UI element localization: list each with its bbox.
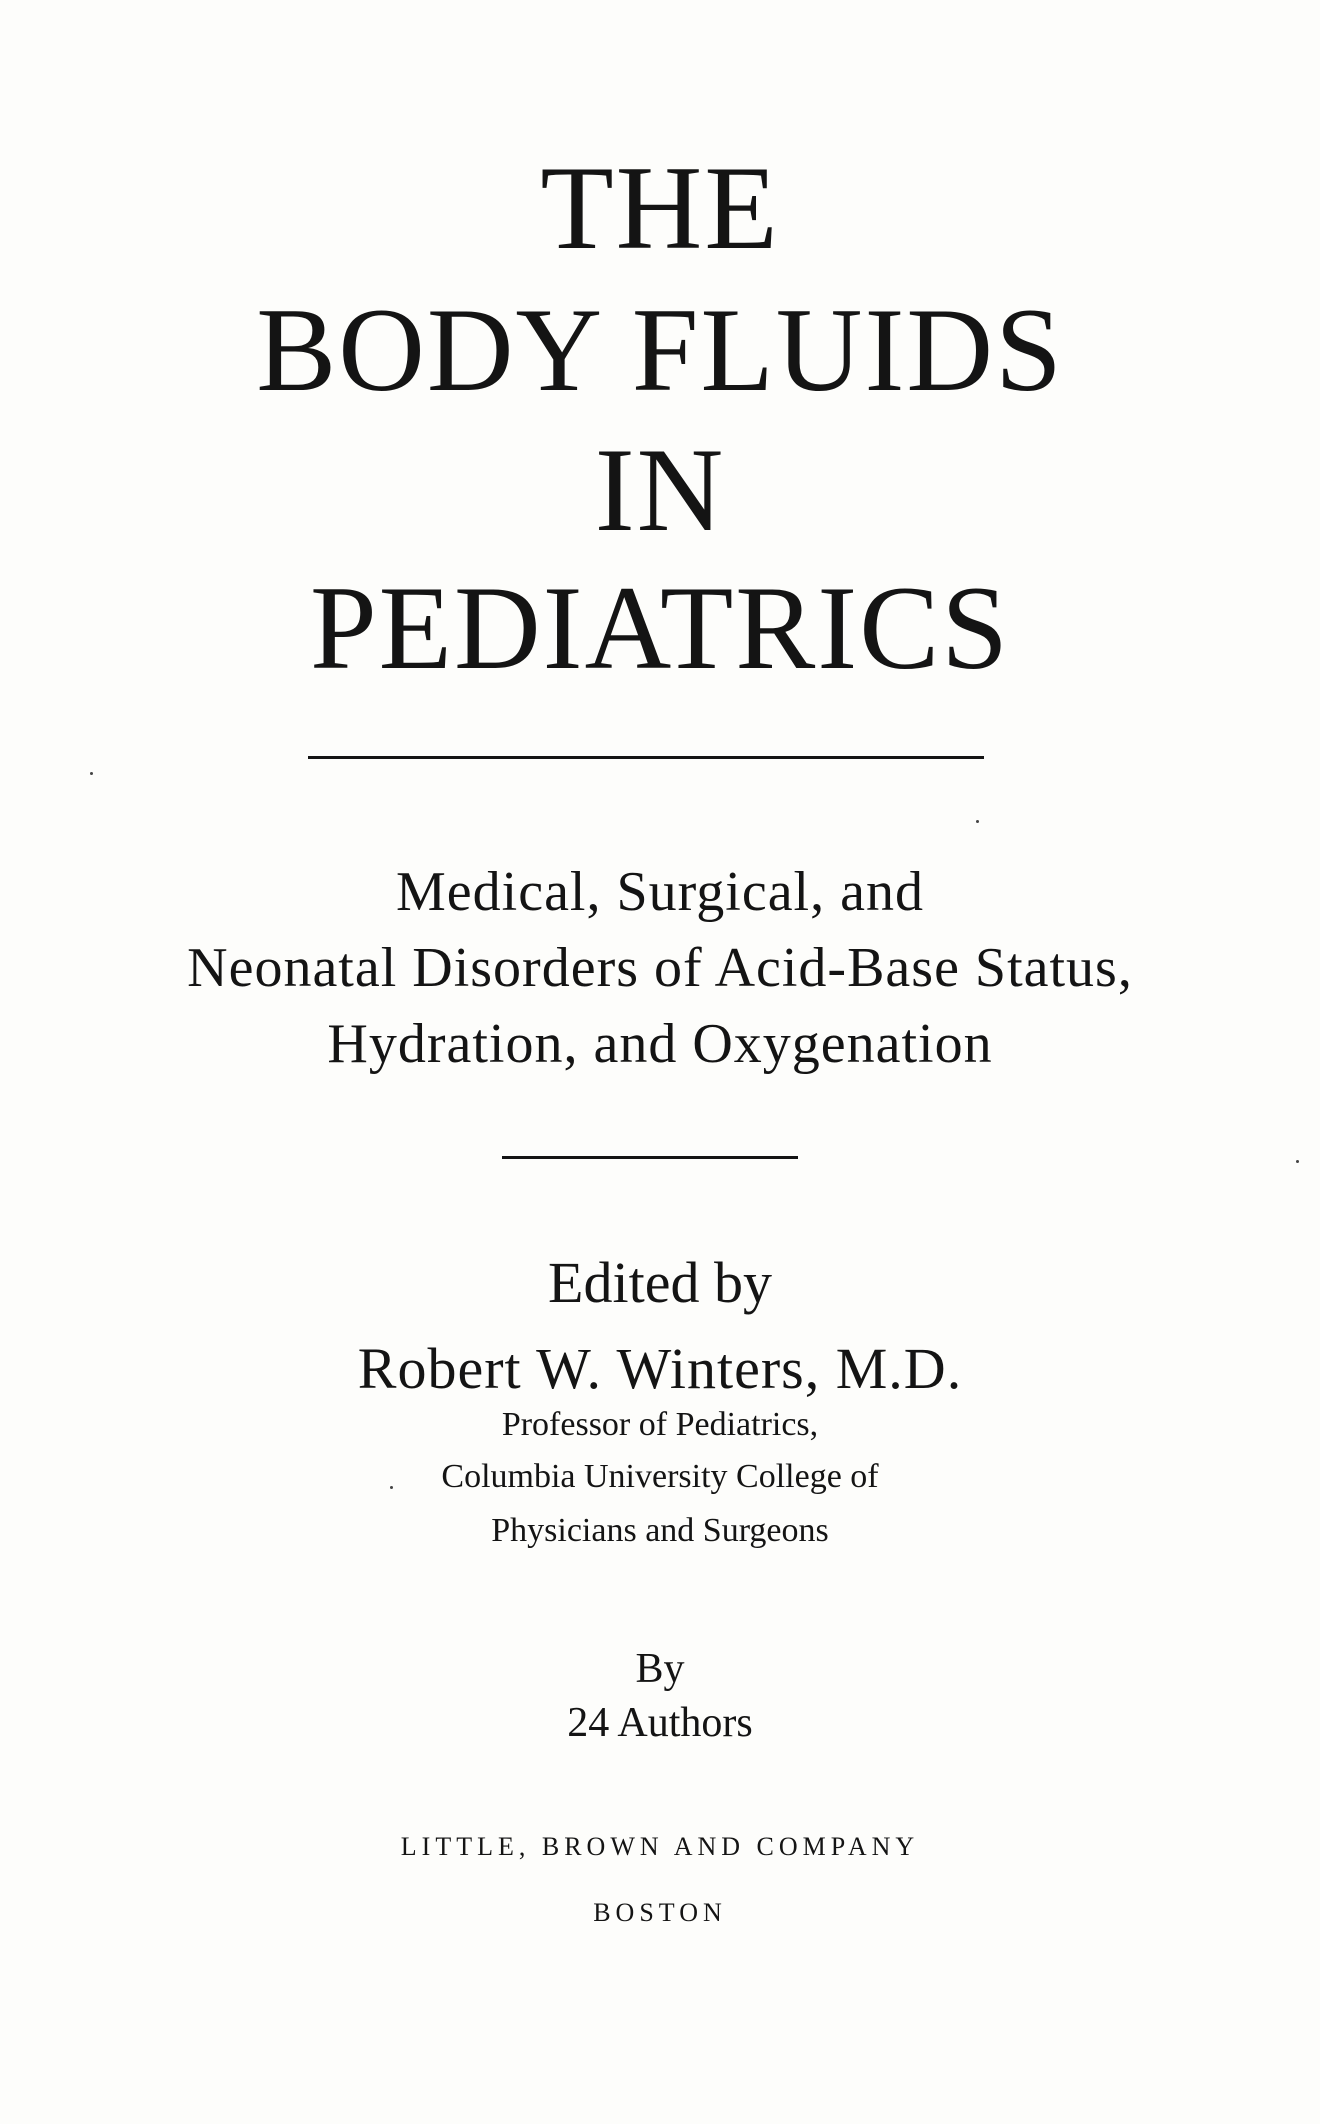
- title-line-4: PEDIATRICS: [309, 561, 1011, 694]
- scan-speck: [390, 1486, 393, 1489]
- scan-speck: [1296, 1160, 1299, 1163]
- editor-affiliation-line-1: Professor of Pediatrics,: [501, 1406, 819, 1443]
- divider-rule-middle: [502, 1156, 798, 1159]
- editor-affiliation-line-3: Physicians and Surgeons: [491, 1512, 829, 1549]
- subtitle-line-1: Medical, Surgical, and: [396, 861, 924, 923]
- title-line-3: IN: [594, 423, 726, 556]
- subtitle-line-2: Neonatal Disorders of Acid-Base Status,: [187, 937, 1133, 999]
- title-line-1: THE: [540, 141, 780, 274]
- scan-speck: [976, 820, 979, 823]
- editor-name: Robert W. Winters, M.D.: [357, 1336, 963, 1401]
- title-line-2: BODY FLUIDS: [256, 283, 1064, 416]
- publisher-name: LITTLE, BROWN AND COMPANY: [400, 1832, 920, 1861]
- subtitle-line-3: Hydration, and Oxygenation: [327, 1013, 993, 1075]
- divider-rule-top: [308, 756, 984, 759]
- editor-affiliation-line-2: Columbia University College of: [441, 1458, 879, 1495]
- edited-by-label: Edited by: [548, 1250, 772, 1315]
- by-label: By: [635, 1646, 685, 1692]
- publisher-city: BOSTON: [593, 1898, 727, 1927]
- scan-speck: [90, 772, 93, 775]
- author-count: 24 Authors: [567, 1700, 753, 1746]
